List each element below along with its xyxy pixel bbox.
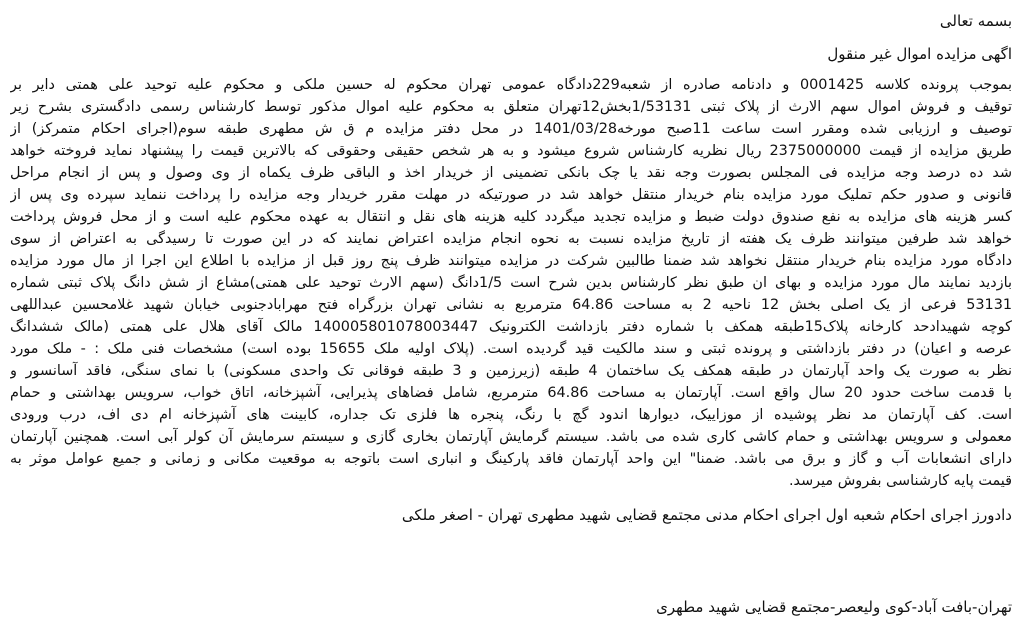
body-line: بموجب پرونده کلاسه 0001425 و دادنامه صادره از شعبه229دادگاه عمومی تهران محکوم له حسین ملکی و محکوم علیه توحید علی همتی دایر بر	[10, 77, 1012, 93]
body-line: خواهد شد طرفین میتوانند ظرف یک هفته از تاریخ مزایده نسبت به نحوه انجام مزایده اعتراض نمایند که در این صورت تا رسیدگی به اعتراض از سوی	[10, 231, 1012, 247]
body-line: با قدمت ساخت حدود 20 سال واقع است. آپارتمان به مساحت 64.86 مترمربع، شامل فضاهای پذیرایی، آشپزخانه، اتاق خواب، سرویس بهداشتی و حمام	[10, 385, 1012, 401]
body-line: است. کف آپارتمان مد نظر پوشیده از موزاییک، دیوارها اندود گچ با رنگ، پنجره ها فلزی تک جداره، کابینت های آشپزخانه ام دی اف، درب ورودی	[10, 407, 1012, 423]
body-line: 53131 فرعی از یک اصلی بخش 12 ناحیه 2 به مساحت 64.86 مترمربع به نشانی تهران بزرگراه فتح مهرابادجنوبی خیابان شهید غلامحسین عبداللهی	[10, 297, 1012, 313]
body-line: توقیف و فروش اموال سهم الارث از پلاک ثبتی 1/53131بخش12تهران متعلق به محکوم علیه اموال مذکور توسط کارشناس رسمی دادگستری بشرح زیر	[10, 99, 1012, 115]
notice-body	[10, 74, 1012, 492]
body-line: قیمت پایه کارشناسی بفروش میرسد.	[788, 473, 1012, 489]
body-line: توصیف و ارزیابی شده ومقرر است ساعت 11صبح مورخه1401/03/28 در محل دفتر مزایده م ق ش مطهری طبقه سوم(اجرای احکام متمرکز) از	[10, 121, 1012, 137]
body-line: قانونی و صدور حکم تملیک مورد مزایده بنام خریدار منتقل خواهد شد در صورتیکه در مهلت مقرر خریدار وجه مزایده را پرداخت ننماید سپرده وی پس از	[10, 187, 1012, 203]
body-line: شد ده درصد وجه مزایده فی المجلس بصورت وجه نقد یا چک بانکی تضمینی از خریدار اخذ و الباقی ظرف یکماه از وی وصول و پس از انجام مراحل	[10, 165, 1012, 181]
signature-line: دادورز اجرای احکام شعبه اول اجرای احکام مدنی مجتمع قضایی شهید مطهری تهران - اصغر ملکی	[401, 506, 1012, 524]
body-line: دادگاه مورد مزایده بنام خریدار منتقل نخواهد شد ضمنا طالبین شرکت در مزایده میتوانند ظرف پنج روز قبل از مزایده با اطلاع این اجرا از مال مورد مزایده	[10, 253, 1012, 269]
body-line: کسر هزینه های مزایده به نفع صندوق دولت ضبط و مزایده تجدید میگردد کلیه هزینه های نقل و انتقال به عهده محکوم علیه است و از محل فروش پرداخت	[10, 209, 1012, 225]
body-line: عرصه و اعیان) در دفتر بازداشتی و پرونده ثبتی و سند مالکیت قید گردیده است. (پلاک اولیه ملک 15655 بوده است) مشخصات فنی ملک : - ملک مورد	[10, 341, 1012, 357]
basmala-heading: بسمه تعالی	[939, 12, 1012, 30]
body-line: کوچه شهیدادحد کارخانه پلاک15طبقه همکف با شماره دفتر بازداشت الکترونیک 140005801078003447 مالک آقای هلال علی همتی (مالک ششدانگ	[10, 319, 1012, 335]
body-line: نظر به صورت یک واحد آپارتمان در طبقه همکف یک ساختمان 4 طبقه (زیرزمین و 3 طبقه فوقانی تک واحدی مسکونی) با نمای سنگی، فاقد آسانسور و	[10, 363, 1012, 379]
body-line: بازدید نمایند مال مورد مزایده و بهای ان طبق نظر کارشناس بدین شرح است 1/5دانگ (سهم الارث توحید علی همتی)مشاع از شش دانگ پلاک ثبتی شماره	[10, 275, 1012, 291]
body-line: معمولی و سرویس بهداشتی و حمام کاشی کاری شده می باشد. سیستم گرمایش آپارتمان بخاری گازی و سیستم سرمایش آن کولر آبی است. همچنین آپارتمان	[10, 429, 1012, 445]
body-line: دارای انشعابات آب و گاز و برق می باشد. ضمنا" این واحد آپارتمان فاقد پارکینگ و انباری است باتوجه به موقعیت مکانی و زمانی و جمیع عوامل موثر به	[10, 451, 1012, 467]
notice-title: اگهی مزایده اموال غیر منقول	[827, 45, 1012, 63]
body-line: طریق مزایده از قیمت 2375000000 ریال نظریه کارشناس شروع میشود و به هر شخص حقیقی وحقوقی که بالاترین قیمت را پیشنهاد نماید فروخته خواهد	[10, 143, 1012, 159]
address-line: تهران-بافت آباد-کوی ولیعصر-مجتمع قضایی شهید مطهری	[656, 598, 1012, 616]
